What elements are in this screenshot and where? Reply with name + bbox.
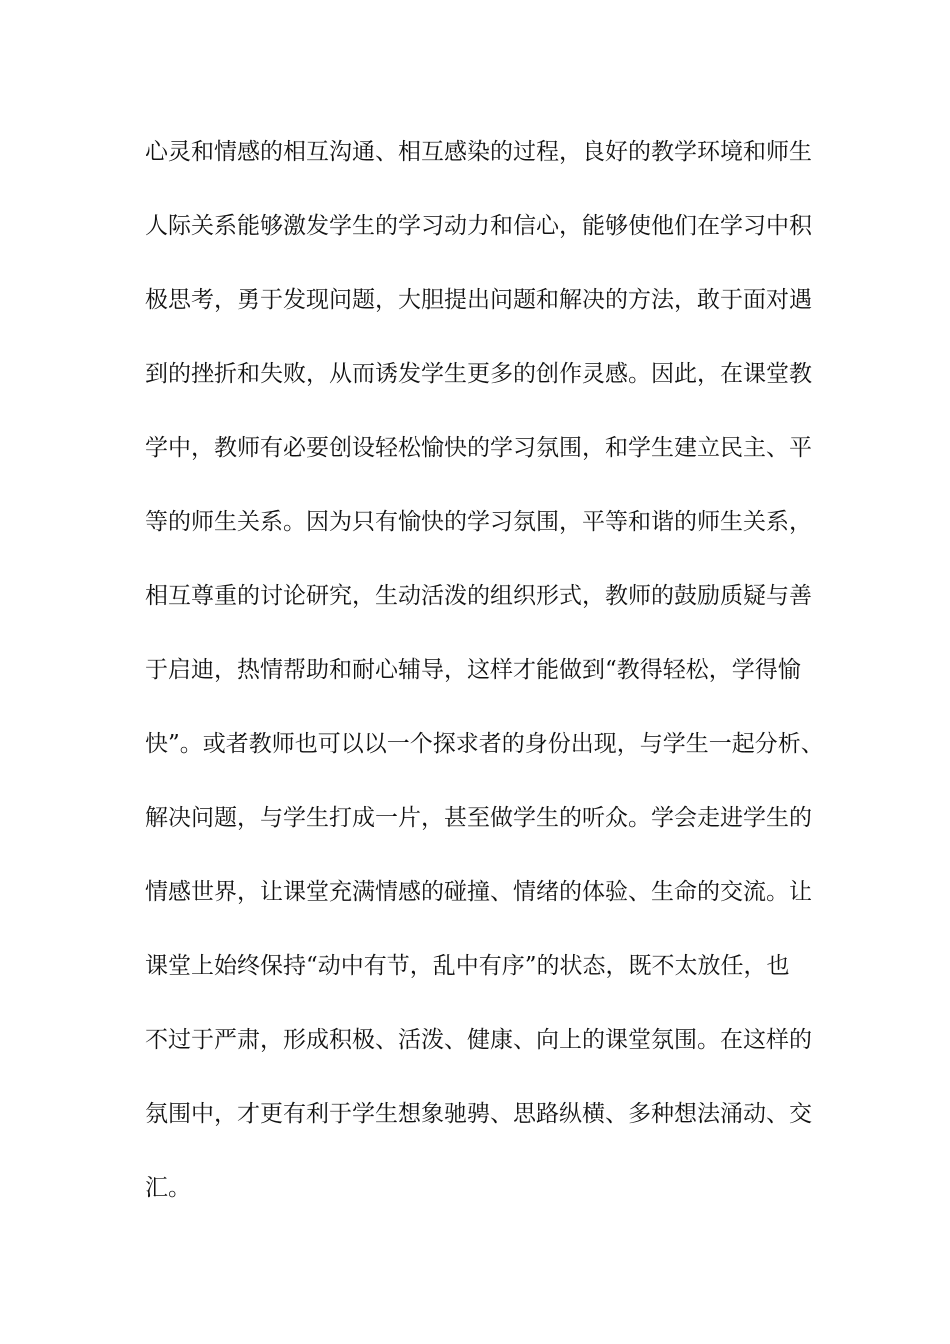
text-line: 快”。或者教师也可以以一个探求者的身份出现，与学生一起分析、 [145,731,824,757]
text-line: 课堂上始终保持“动中有节，乱中有序”的状态，既不太放任，也 [145,953,790,979]
text-line: 等的师生关系。因为只有愉快的学习氛围，平等和谐的师生关系， [145,509,812,535]
text-line: 相互尊重的讨论研究，生动活泼的组织形式，教师的鼓励质疑与善 [145,583,812,609]
text-line: 到的挫折和失败，从而诱发学生更多的创作灵感。因此，在课堂教 [145,361,812,387]
text-line: 解决问题，与学生打成一片，甚至做学生的听众。学会走进学生的 [145,805,812,831]
text-line: 于启迪，热情帮助和耐心辅导，这样才能做到“教得轻松，学得愉 [145,657,801,683]
text-line: 极思考，勇于发现问题，大胆提出问题和解决的方法，敢于面对遇 [145,287,812,313]
text-line: 心灵和情感的相互沟通、相互感染的过程，良好的教学环境和师生 [145,139,812,165]
body-paragraph [145,132,825,1242]
text-line: 氛围中，才更有利于学生想象驰骋、思路纵横、多种想法涌动、交 [145,1101,812,1127]
text-line: 汇。 [145,1175,191,1201]
text-line: 人际关系能够激发学生的学习动力和信心，能够使他们在学习中积 [145,213,812,239]
text-line: 不过于严肃，形成积极、活泼、健康、向上的课堂氛围。在这样的 [145,1027,812,1053]
text-line: 学中，教师有必要创设轻松愉快的学习氛围，和学生建立民主、平 [145,435,812,461]
text-line: 情感世界，让课堂充满情感的碰撞、情绪的体验、生命的交流。让 [145,879,812,905]
